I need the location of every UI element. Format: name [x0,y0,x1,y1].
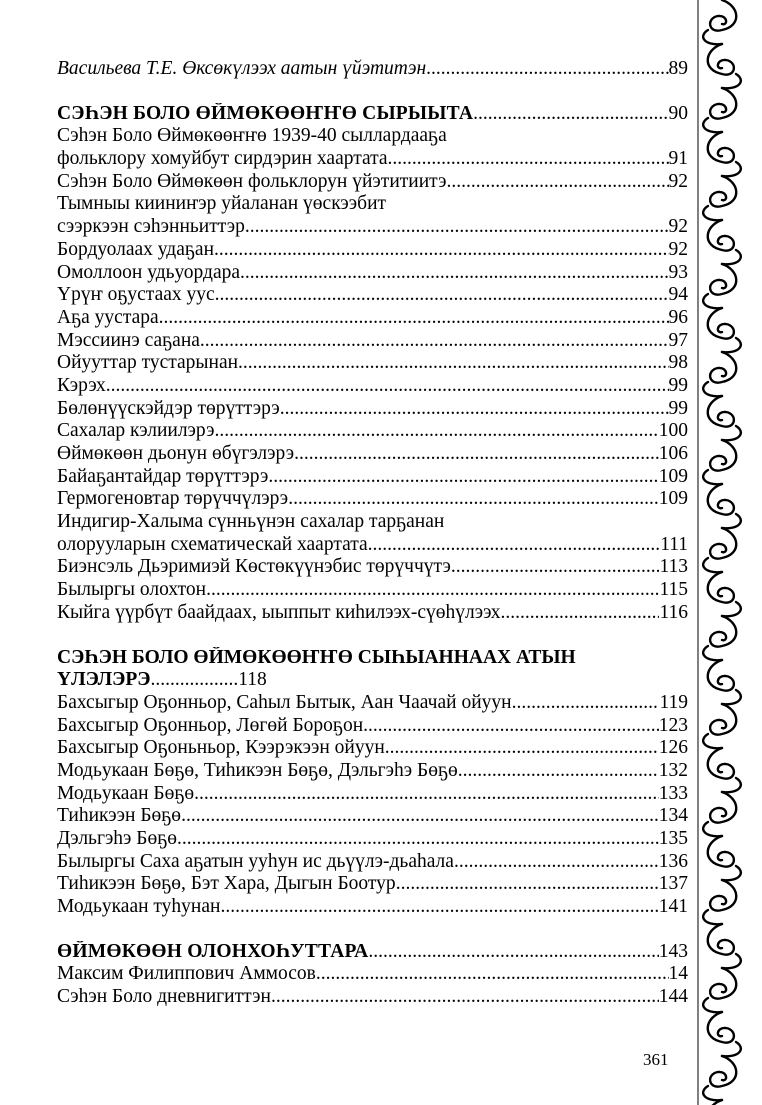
toc-entry-page: 113 [659,556,688,578]
ornament-curl [722,602,741,616]
toc-entry-title: Тиһикээн Бөҕө [57,805,182,827]
ornament-curl [722,954,741,968]
ornament-scroll [710,176,736,207]
ornament-scroll [710,0,736,31]
toc-entry [57,579,688,602]
toc-entry-page: 89 [668,58,688,79]
ornament-scroll [710,352,736,383]
toc-entry-title: Аҕа уустара [57,306,159,328]
toc-entry [57,375,688,398]
ornament-scroll [708,924,734,955]
toc-entry-page: 14 [668,963,688,985]
toc-entry-page: 99 [668,374,688,396]
toc-entry [57,488,688,511]
ornament-curl [703,382,722,396]
ornament-curl [722,426,741,440]
toc-entry [57,805,688,828]
ornament-curl [703,558,722,572]
ornament-curl [703,998,722,1012]
toc-entry-title: Тиһикээн Бөҕө, Бэт Хара, Дыгын Боотур [57,873,396,895]
toc-entry-page: 123 [658,714,688,736]
toc-entry [57,420,688,443]
toc-entry-page: 137 [658,873,688,895]
toc-entry [57,171,688,194]
ornament-curl [722,250,741,264]
toc-entry-page: 92 [668,170,688,192]
toc-entry-line: Сэһэн Боло Өймөкөөҥҥө 1939-40 сыллардааҕа [57,125,447,147]
section-heading-title: СЭҺЭН БОЛО ӨЙМӨКӨӨҤҤӨ СЫРЫЫТА [57,102,474,124]
toc-entry [57,284,688,307]
toc-entry-page: 136 [658,850,688,872]
toc-entry-page: 91 [668,148,688,170]
ornament-curl [722,514,741,528]
toc-entry-page: 132 [658,759,688,781]
toc-entry [57,986,688,1009]
ornament-curl [703,30,722,44]
toc-entry-page: 141 [658,896,688,918]
ornament-scroll [708,44,734,75]
toc-entry-page: 92 [668,216,688,238]
toc-entry-page: 111 [660,533,688,555]
toc-entry-title: Васильева Т.Е. Өксөкүлээх аатын үйэтитэн [57,58,427,79]
toc-entry-page: 119 [659,691,688,713]
toc-entry-title: Сэһэн Боло дневнигиттэн [57,986,271,1008]
ornament-curl [703,206,722,220]
section-heading-title: СЭҺЭН БОЛО ӨЙМӨКӨӨҤҤӨ СЫҺЫАННААХ АТЫН [57,646,576,668]
ornament-scroll [710,440,736,471]
toc-entry-title: Мэссиинэ саҕана [57,329,200,351]
toc-entry-page: 99 [668,397,688,419]
toc-entry [57,737,688,760]
toc-entry [57,602,688,625]
toc-entry-title: Сахалар кэлиилэрэ [57,420,215,442]
toc-entry-title: Байаҕантайдар төрүттэрэ [57,465,269,487]
ornament-scroll [708,660,734,691]
toc-entry [57,148,688,171]
toc-entry-title: Кэрэх [57,374,106,396]
ornament-scroll [710,880,736,911]
toc-entry-page: 100 [658,420,688,442]
toc-entry [57,307,688,330]
table-of-contents [57,58,688,1009]
ornament-curl [703,118,722,132]
section-2-entries [57,692,688,919]
toc-entry-page: 96 [668,306,688,328]
ornament-scroll [708,484,734,515]
ornament-curl [722,866,741,880]
toc-entry-title: Үрүҥ оҕустаах уус [57,284,215,306]
toc-entry-title: Бахсыгыр Оҕонньор, Лөгөй Бороҕон [57,714,364,736]
ornament-curl [703,910,722,924]
toc-entry-page: 144 [658,986,688,1008]
toc-entry [57,398,688,421]
ornament-curl [722,162,741,176]
toc-entry-title: Кыйга үүрбүт баайдаах, ыыппыт киһилээх-сүөһүлээх [57,601,501,623]
toc-entry [57,692,688,715]
ornament-curl [703,1086,722,1100]
toc-entry-page: 135 [658,828,688,849]
ornament-curl [703,646,722,660]
toc-entry [57,556,688,579]
ornament-scroll [710,792,736,823]
toc-entry-title: Омоллоон удьуордара [57,261,241,283]
page-number: 361 [643,1050,669,1069]
toc-entry-title: олорууларын схематическай хаартата [57,533,368,555]
toc-entry-title: Сэһэн Боло Өймөкөөн фольклорун үйэтитиитэ [57,170,447,192]
ornament-scroll [708,1012,734,1043]
toc-entry-title: Бөлөнүүскэйдэр төрүттэрэ [57,397,280,419]
ornament-curl [722,778,741,792]
toc-entry [57,330,688,353]
toc-entry-title: Өймөкөөн дьонун өбүгэлэрэ [57,443,295,464]
ornament-scroll [708,308,734,339]
section-heading [57,647,688,670]
section-heading [57,941,688,964]
toc-entry [57,216,688,239]
ornament-scroll [710,704,736,735]
toc-entry [57,963,688,986]
ornament-curl [703,822,722,836]
toc-entry-page: 116 [659,601,688,623]
section-heading-page: ..................118 [150,669,267,691]
toc-entry-title: Гермогеновтар төрүччүлэрэ [57,488,289,510]
ornament-scroll [710,1056,736,1087]
ornament-curl [703,734,722,748]
toc-entry-title: сээркээн сэһэнньиттэр [57,216,245,238]
toc-entry [57,873,688,896]
toc-entry-page: 115 [659,579,688,601]
ornament-curl [722,690,741,704]
toc-entry-page: 109 [658,488,688,510]
ornament-scroll [710,968,736,999]
section-heading [57,103,688,126]
toc-entry-page: 106 [658,443,688,464]
section-heading-continued [57,669,688,692]
toc-entry-title: Модьукаан Бөҕө [57,782,195,804]
ornament-scroll [708,748,734,779]
section-heading-title-cont: ҮЛЭЛЭРЭ [57,669,151,691]
toc-entry [57,58,688,81]
toc-entry [57,352,688,375]
toc-entry-title: Модьукаан Бөҕө, Тиһикээн Бөҕө, Дэльгэһэ Бөҕө [57,759,458,781]
toc-entry-title: Дэльгэһэ Бөҕө [57,828,178,849]
ornament-curl [703,470,722,484]
section-3-entries [57,963,688,1008]
ornament-scroll [710,616,736,647]
toc-entry-line: Индигир-Халыма сүнньүнэн сахалар тарҕанан [57,511,445,533]
toc-entry-title: фольклору хомуйбут сирдэрин хаартата [57,148,388,170]
toc-entry [57,760,688,783]
toc-entry [57,534,688,557]
ornament-curl [703,294,722,308]
ornament-scroll [708,572,734,603]
toc-entry [57,443,688,466]
toc-entry [57,715,688,738]
toc-entry-title: Бордуолаах удаҕан [57,238,215,260]
toc-entry-title: Бахсыгыр Оҕонньор, Саһыл Бытык, Аан Чаачай ойуун [57,691,512,713]
ornament-scroll [708,132,734,163]
toc-entry-page: 97 [668,329,688,351]
toc-entry-page: 109 [658,465,688,487]
ornament-curl [722,74,741,88]
section-heading-title: ӨЙМӨКӨӨН ОЛОНХОҺУТТАРА [57,940,369,962]
toc-entry [57,783,688,806]
toc-entry [57,896,688,919]
toc-entry-line: Тымныы кииниҥэр уйаланан үөскээбит [57,193,387,215]
toc-entry-page: 98 [668,352,688,374]
ornament-curl [722,1042,741,1056]
toc-entry [57,828,688,851]
toc-entry-title: Ойууттар тустарынан [57,352,239,374]
toc-entry-page: 134 [658,805,688,827]
decorative-border-ornament [688,0,762,1105]
section-heading-page: 143 [658,940,688,962]
toc-entry-title: Былыргы Саха аҕатын ууһун ис дьүүлэ-дьаһала [57,850,454,872]
toc-entry [57,466,688,489]
toc-entry [57,262,688,285]
toc-entry-title: Былыргы олохтон [57,579,207,601]
ornament-scroll [710,88,736,119]
toc-entry-title: Модьукаан туһунан [57,896,221,918]
toc-entry-page: 126 [658,737,688,759]
toc-entry-title: Бахсыгыр Оҕоньньор, Кээрэкээн ойуун [57,737,385,759]
ornament-scroll [708,836,734,867]
ornament-scroll [710,528,736,559]
ornament-scroll [710,264,736,295]
toc-entry-page: 93 [668,261,688,283]
section-heading-page: 90 [668,102,688,124]
ornament-curl [722,338,741,352]
toc-entry-page: 94 [668,284,688,306]
ornament-scroll [708,396,734,427]
toc-entry-title: Биэнсэль Дьэримиэй Көстөкүүнэбис төрүччүтэ [57,556,451,578]
toc-entry-page: 133 [658,782,688,804]
toc-entry [57,851,688,874]
ornament-scroll [708,220,734,251]
section-1-entries [57,125,688,624]
toc-entry-page: 92 [668,238,688,260]
toc-entry [57,239,688,262]
toc-entry-title: Максим Филиппович Аммосов [57,963,316,985]
